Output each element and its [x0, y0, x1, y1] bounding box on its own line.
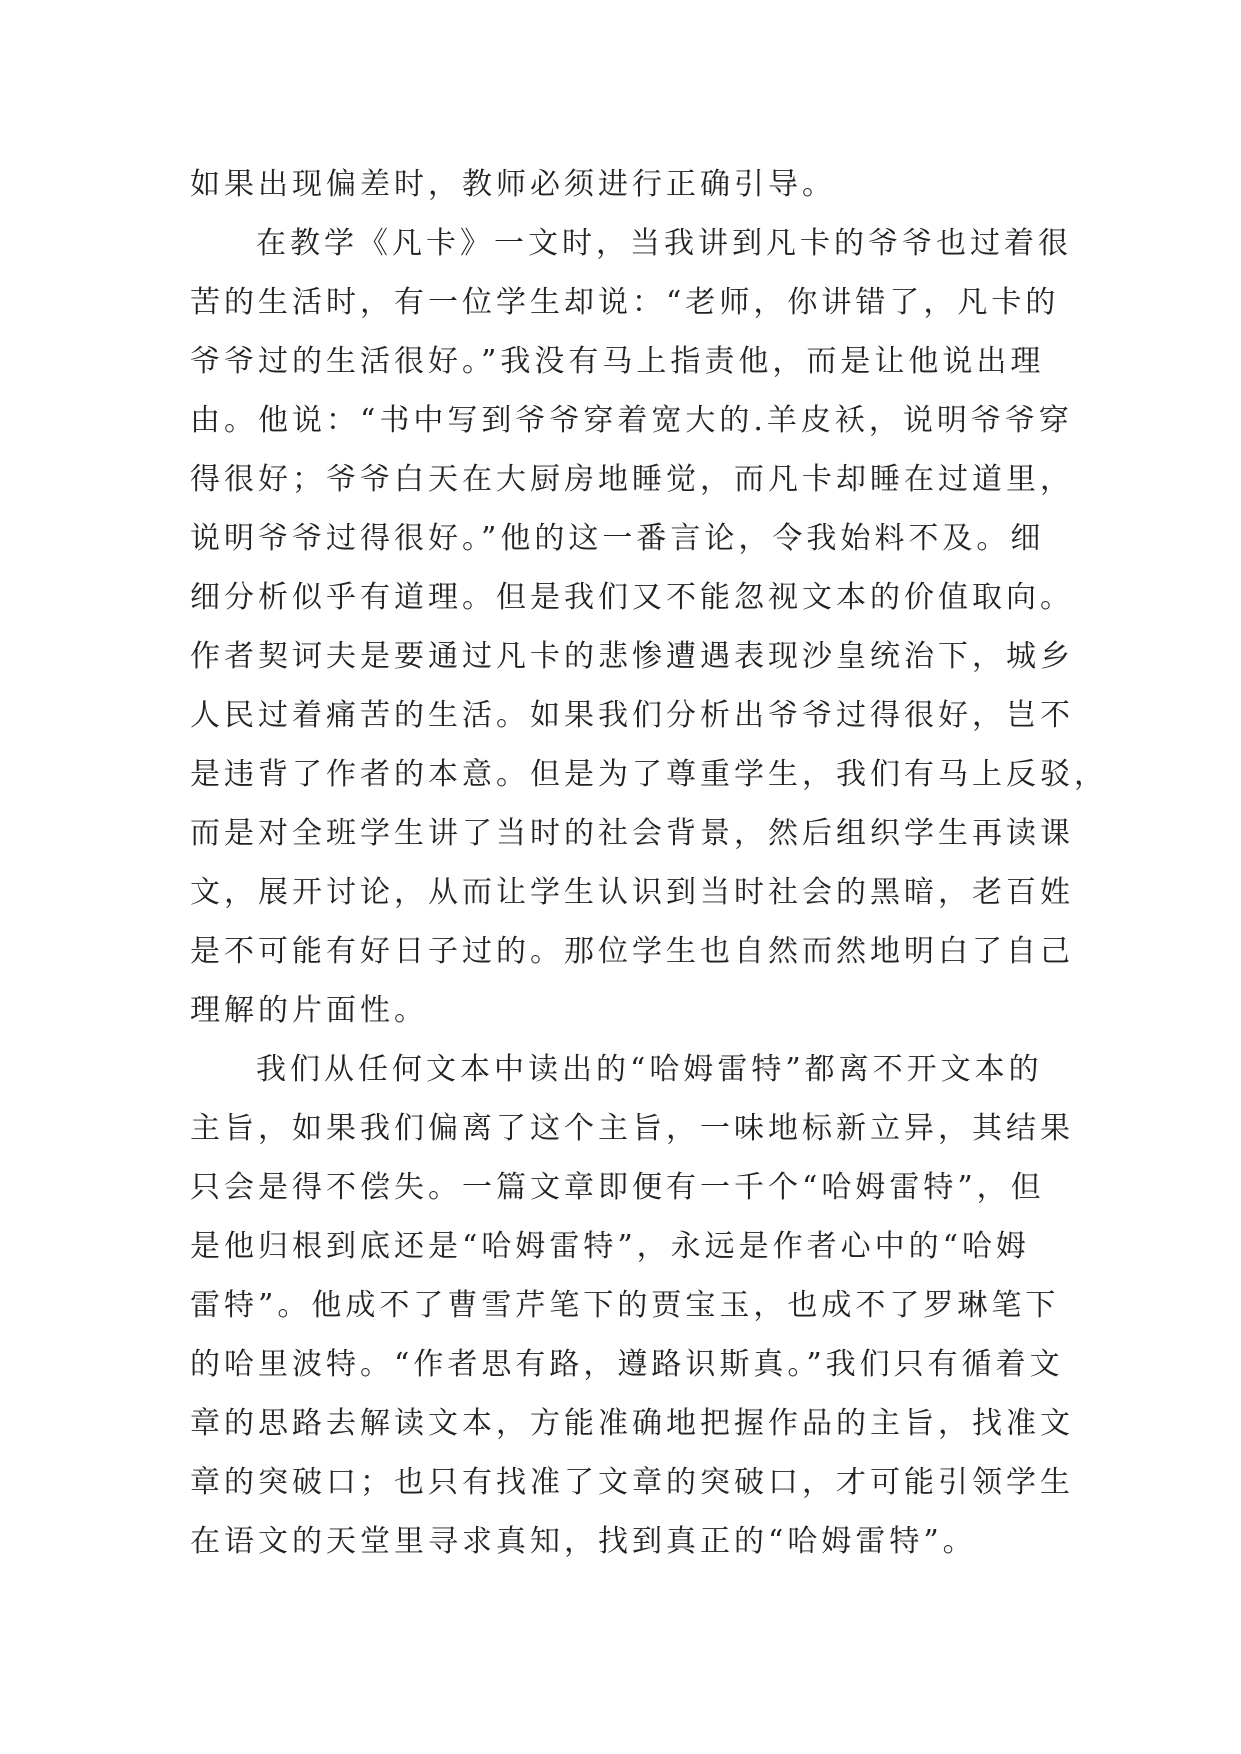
paragraph-1	[190, 155, 1070, 214]
text-line: 文，展开讨论，从而让学生认识到当时社会的黑暗，老百姓	[190, 875, 1074, 910]
text-line: 说明爷爷过得很好。”他的这一番言论，令我始料不及。细	[190, 521, 1045, 556]
text-line: 人民过着痛苦的生活。如果我们分析出爷爷过得很好，岂不	[190, 698, 1074, 733]
text-line: 由。他说：“书中写到爷爷穿着宽大的.羊皮袄，说明爷爷穿	[190, 403, 1073, 438]
text-line: 只会是得不偿失。一篇文章即便有一千个“哈姆雷特”，但	[190, 1170, 1045, 1205]
text-line: 爷爷过的生活很好。”我没有马上指责他，而是让他说出理	[190, 344, 1045, 379]
text-line: 是违背了作者的本意。但是为了尊重学生，我们有马上反驳，	[190, 757, 1108, 792]
text-line: 是不可能有好日子过的。那位学生也自然而然地明白了自己	[190, 934, 1074, 969]
text-line: 而是对全班学生讲了当时的社会背景，然后组织学生再读课	[190, 816, 1074, 851]
text-line: 章的思路去解读文本，方能准确地把握作品的主旨，找准文	[190, 1406, 1074, 1441]
text-line: 是他归根到底还是“哈姆雷特”，永远是作者心中的“哈姆	[190, 1229, 1031, 1264]
text-line: 在语文的天堂里寻求真知，找到真正的“哈姆雷特”。	[190, 1524, 977, 1559]
text-line: 苦的生活时，有一位学生却说：“老师，你讲错了，凡卡的	[190, 285, 1060, 320]
text-line: 主旨，如果我们偏离了这个主旨，一味地标新立异，其结果	[190, 1111, 1074, 1146]
text-line: 雷特”。他成不了曹雪芹笔下的贾宝玉，也成不了罗琳笔下	[190, 1288, 1060, 1323]
text-line: 理解的片面性。	[190, 993, 428, 1028]
text-line: 章的突破口；也只有找准了文章的突破口，才可能引领学生	[190, 1465, 1074, 1500]
text-line: 的哈里波特。“作者思有路，遵路识斯真。”我们只有循着文	[190, 1347, 1064, 1382]
text-line: 如果出现偏差时，教师必须进行正确引导。	[190, 167, 836, 202]
text-line: 得很好；爷爷白天在大厨房地睡觉，而凡卡却睡在过道里，	[190, 462, 1074, 497]
text-line: 我们从任何文本中读出的“哈姆雷特”都离不开文本的	[256, 1052, 1043, 1087]
paragraph-3	[190, 1040, 1074, 1571]
paragraph-2	[190, 214, 1108, 1040]
body-text	[190, 155, 1108, 1571]
text-line: 细分析似乎有道理。但是我们又不能忽视文本的价值取向。	[190, 580, 1074, 615]
text-line: 作者契诃夫是要通过凡卡的悲惨遭遇表现沙皇统治下，城乡	[190, 639, 1074, 674]
text-line: 在教学《凡卡》一文时，当我讲到凡卡的爷爷也过着很	[256, 226, 1072, 261]
